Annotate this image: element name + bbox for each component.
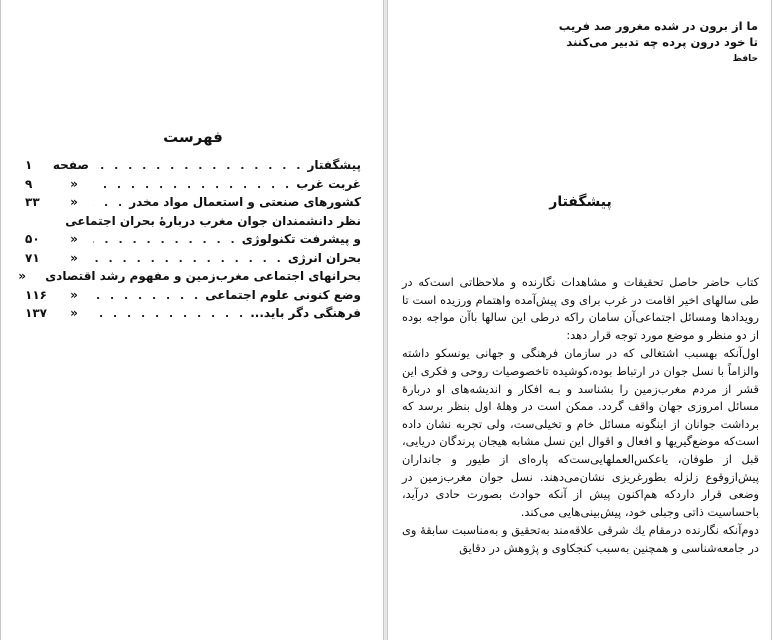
foreword-title: پیشگفتار bbox=[549, 194, 612, 210]
toc-entry-title: فرهنگی دگر باید... bbox=[250, 306, 361, 320]
toc-entry-mark: صفحه bbox=[52, 158, 89, 172]
right-page bbox=[387, 0, 772, 640]
left-page bbox=[0, 0, 384, 640]
toc-entry-mark: « bbox=[18, 269, 27, 283]
toc-title: فهرست bbox=[163, 128, 223, 146]
toc-entry-page: ۳۳ bbox=[25, 195, 40, 209]
foreword-body bbox=[402, 274, 759, 558]
toc-entry-title: بحران انرژی bbox=[287, 250, 361, 265]
toc-entry-title: غربت غرب bbox=[296, 176, 361, 191]
epigraph-line: ما از برون در شده مغرور صد فریب bbox=[558, 19, 758, 33]
toc-entry-mark: « bbox=[70, 176, 78, 191]
leader-dots bbox=[93, 233, 238, 246]
paragraph: اول‌آنکه بهسبب اشتغالی که در سازمان فرهنگی و جهانی یونسکو داشته والزاماً با نسل جوان در ارتباط بوده،کوشیده تاخصوصیات روحی و فکری این قشر از مردم مغرب‌زمین را بشناسد و بـه افکار و اندیشه‌های او دربارهٔ مسائل امروزی جهان واقف گردد. ممکن است در وهلهٔ اول بنظر برسد که برداشت جوانان از اینگونه مسائل خام و تخیلی‌ست، ولی تجربه نشان داده است‌که موضع‌گیریها و افعال و اقوال این نسل مشابه هیجان پرندگان دریایی، قبل از طوفان، یاعکس‌العملهایی‌ست‌که پاره‌ای از طیور و جانداران پیش‌ازوقوع زلزله بطورغریزی نشان‌می‌دهند. نسل جوان مغرب‌زمین در وضعی قرار داردکه هم‌اکنون پیش از آنکه حوادث بصورت حادی درآید، باحساسیت ذاتی وجبلی خود، پیش‌بینی‌هایی می‌کند. bbox=[402, 346, 759, 519]
leader-dots bbox=[93, 178, 292, 191]
toc-entry-page: ۷۱ bbox=[25, 250, 40, 265]
leader-dots bbox=[93, 252, 284, 265]
toc-entry-title: بحرانهای اجتماعی مغرب‌زمین و مفهوم رشد اقتصادی bbox=[45, 269, 361, 283]
toc-entry-title: وضع کنونی علوم اجتماعی bbox=[205, 287, 361, 302]
toc-entry-page: ۱ bbox=[25, 158, 33, 172]
toc-entry-page: ۱۱۶ bbox=[25, 287, 47, 302]
epigraph bbox=[528, 18, 758, 67]
toc-entry-mark: « bbox=[70, 306, 78, 320]
leader-dots bbox=[93, 196, 125, 209]
leader-dots bbox=[93, 289, 201, 302]
paragraph: دوم‌آنکه نگارنده درمقام یك شرقی علاقه‌مند به‌تحقیق و به‌مناسبت سابقهٔ وی در جامعه‌شناسی و همچنین به‌سبب کنجکاوی و پژوهش در دقایق bbox=[402, 523, 759, 555]
toc-entry-title: نظر دانشمندان جوان مغرب دربارهٔ بحران اجتماعی bbox=[65, 213, 361, 228]
toc-entry-page: ۹ bbox=[25, 176, 33, 191]
toc-entry bbox=[25, 158, 361, 177]
toc-entry-mark: « bbox=[70, 287, 78, 302]
leader-dots bbox=[93, 159, 303, 172]
epigraph-author: حافظ bbox=[732, 54, 758, 64]
toc-entry bbox=[25, 195, 361, 214]
toc-entry bbox=[25, 232, 361, 251]
toc-entry-mark: « bbox=[70, 232, 78, 246]
toc-entry bbox=[25, 251, 361, 270]
toc-entry bbox=[18, 269, 361, 288]
table-of-contents bbox=[18, 158, 361, 325]
epigraph-line: تا خود درون پرده چه تدبیر می‌کنند bbox=[566, 35, 758, 49]
toc-entry-page bbox=[0, 269, 7, 283]
toc-entry-mark: « bbox=[70, 195, 78, 209]
toc-entry bbox=[25, 306, 361, 325]
toc-entry-page: ۵۰ bbox=[25, 232, 40, 246]
paragraph: کتاب حاضر حاصل تحقیقات و مشاهدات نگارنده و ملاحظاتی است‌که در طی سالهای اخیر اقامت در غرب برای وی پیش‌آمده واهتمام ورزیده است تا رویدادها ومسائل اجتماعی‌آن سامان راکه درطی این سالها باآن مواجه بوده از دو منظر و موضع مورد توجه قرار دهد: bbox=[402, 275, 759, 342]
toc-entry-title: و پیشرفت تکنولوژی bbox=[241, 232, 361, 246]
toc-entry bbox=[25, 177, 361, 196]
toc-entry-title: کشورهای صنعتی و استعمال مواد مخدر bbox=[129, 195, 361, 209]
leader-dots bbox=[93, 307, 246, 320]
toc-entry bbox=[25, 288, 361, 307]
toc-entry-title: پیشگفتار bbox=[307, 158, 361, 172]
toc-entry-mark: « bbox=[70, 250, 78, 265]
toc-entry bbox=[25, 214, 361, 233]
toc-entry-page: ۱۳۷ bbox=[25, 306, 47, 320]
